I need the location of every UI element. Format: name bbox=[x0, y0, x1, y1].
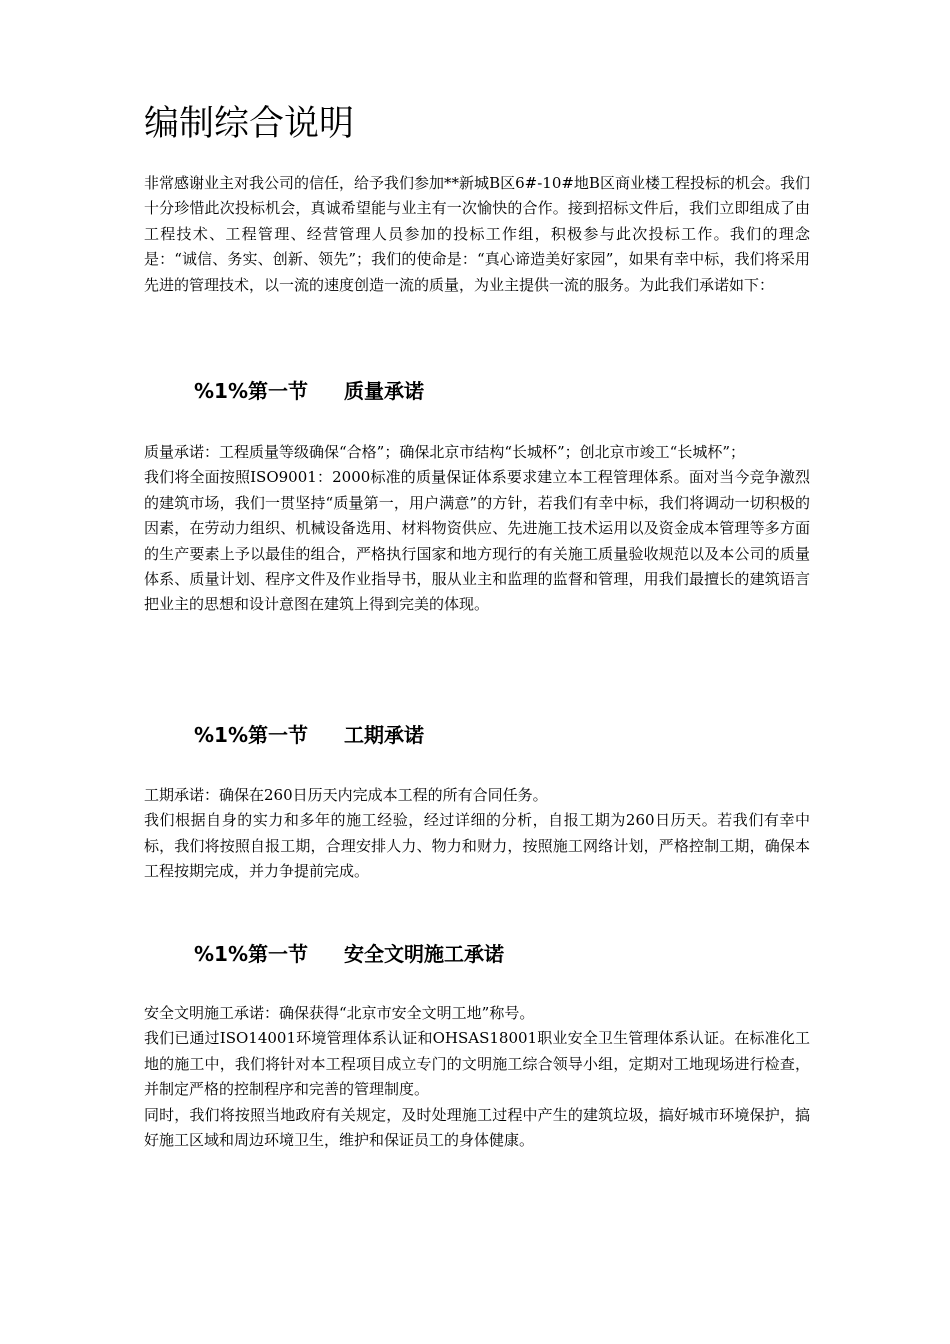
document-title: 编制综合说明 bbox=[144, 104, 355, 144]
section-body-schedule bbox=[144, 783, 810, 885]
section-paragraph: 质量承诺：工程质量等级确保“合格”；确保北京市结构“长城杯”；创北京市竣工“长城杯”； bbox=[144, 443, 746, 461]
section-paragraph: 我们已通过ISO14001环境管理体系认证和OHSAS18001职业安全卫生管理体系认证。在标准化工地的施工中，我们将针对本工程项目成立专门的文明施工综合领导小组，定期对工地现场进行检查，并制定严格的控制程序和完善的管理制度。 bbox=[144, 1029, 810, 1099]
section-paragraph: 同时，我们将按照当地政府有关规定，及时处理施工过程中产生的建筑垃圾，搞好城市环境保护，搞好施工区域和周边环境卫生，维护和保证员工的身体健康。 bbox=[144, 1105, 810, 1150]
section-heading-schedule bbox=[194, 720, 424, 750]
section-paragraph: 我们将全面按照ISO9001：2000标准的质量保证体系要求建立本工程管理体系。面对当今竞争激烈的建筑市场，我们一贯坚持“质量第一，用户满意”的方针，若我们有幸中标，我们将调动一切积极的因素，在劳动力组织、机械设备选用、材料物资供应、先进施工技术运用以及资金成本管理等多方面的生产要素上予以最佳的组合，严格执行国家和地方现行的有关施工质量验收规范以及本公司的质量体系、质量计划、程序文件及作业指导书，服从业主和监理的监督和管理，用我们最擅长的建筑语言把业主的思想和设计意图在建筑上得到完美的体现。 bbox=[144, 468, 810, 614]
section-body-quality bbox=[144, 440, 810, 618]
section-heading-quality bbox=[194, 376, 424, 406]
intro-paragraph bbox=[144, 171, 810, 298]
section-paragraph: 安全文明施工承诺：确保获得“北京市安全文明工地”称号。 bbox=[144, 1004, 535, 1022]
section-title: 安全文明施工承诺 bbox=[344, 942, 504, 966]
section-paragraph: 工期承诺：确保在260日历天内完成本工程的所有合同任务。 bbox=[144, 786, 548, 804]
section-title: 质量承诺 bbox=[344, 379, 424, 403]
section-heading-safety bbox=[194, 939, 504, 969]
section-body-safety bbox=[144, 1001, 810, 1153]
intro-text: 非常感谢业主对我公司的信任，给予我们参加**新城B区6#-10#地B区商业楼工程投标的机会。我们十分珍惜此次投标机会，真诚希望能与业主有一次愉快的合作。接到招标文件后，我们立即组成了由工程技术、工程管理、经营管理人员参加的投标工作组，积极参与此次投标工作。我们的理念是：“诚信、务实、创新、领先”；我们的使命是：“真心谛造美好家园”，如果有幸中标，我们将采用先进的管理技术，以一流的速度创造一流的质量，为业主提供一流的服务。为此我们承诺如下： bbox=[144, 174, 810, 294]
section-number: %1%第一节 bbox=[194, 942, 308, 966]
section-title: 工期承诺 bbox=[344, 723, 424, 747]
section-number: %1%第一节 bbox=[194, 379, 308, 403]
section-paragraph: 我们根据自身的实力和多年的施工经验，经过详细的分析，自报工期为260日历天。若我们有幸中标，我们将按照自报工期，合理安排人力、物力和财力，按照施工网络计划，严格控制工期，确保本工程按期完成，并力争提前完成。 bbox=[144, 811, 810, 881]
section-number: %1%第一节 bbox=[194, 723, 308, 747]
